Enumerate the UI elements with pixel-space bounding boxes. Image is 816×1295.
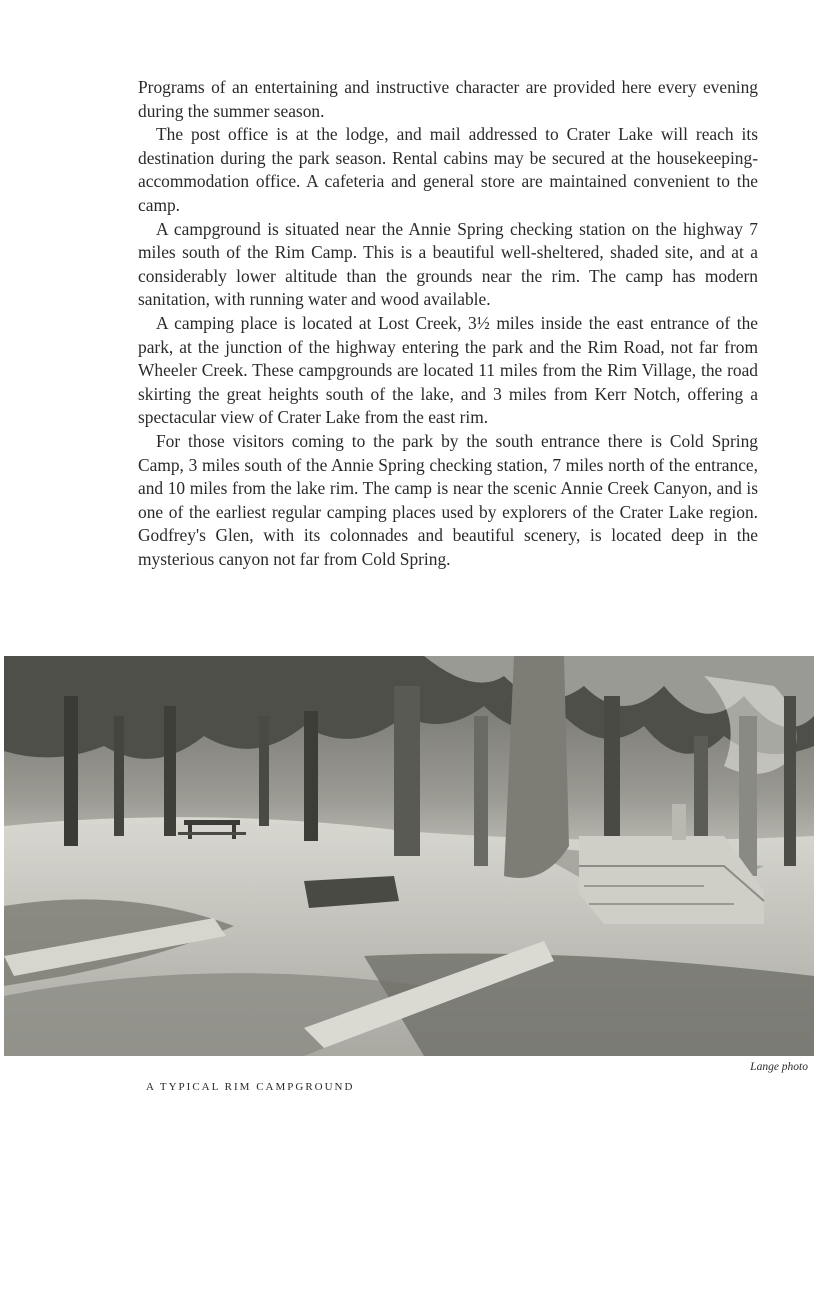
photo-caption: A TYPICAL RIM CAMPGROUND: [146, 1081, 355, 1093]
body-text: [138, 76, 758, 571]
paragraph-4: A camping place is located at Lost Creek, 3½ miles inside the east entrance of the park, at the junction of the highway entering the park and the Rim Road, not far from Wheeler Creek. These campgrounds are located 11 miles from the Rim Village, the road skirting the great heights south of the lake, and 3 miles from Kerr Notch, offering a spectacular view of Crater Lake from the east rim.: [138, 312, 758, 428]
campground-photo-illustration: [4, 656, 814, 1056]
campground-photo: [4, 656, 814, 1056]
paragraph-3: A campground is situated near the Annie Spring checking station on the highway 7 miles south of the Rim Camp. This is a beautiful well-sheltered, shaded site, and at a considerably lower altitude than the grounds near the rim. The camp has modern sanitation, with running water and wood available.: [138, 218, 758, 310]
photo-credit: Lange photo: [750, 1061, 808, 1073]
paragraph-1: Programs of an entertaining and instructive character are provided here every evening during the summer season.: [138, 77, 758, 121]
paragraph-2: The post office is at the lodge, and mail addressed to Crater Lake will reach its destination during the park season. Rental cabins may be secured at the housekeeping-accommodation office. A cafeteria and general store are maintained convenient to the camp.: [138, 124, 758, 215]
paragraph-5: For those visitors coming to the park by the south entrance there is Cold Spring Camp, 3 miles south of the Annie Spring checking station, 7 miles north of the entrance, and 10 miles from the lake rim. The camp is near the scenic Annie Creek Canyon, and is one of the earliest regular camping places used by explorers of the Crater Lake region. Godfrey's Glen, with its colonnades and beautiful scenery, is located deep in the mysterious canyon not far from Cold Spring.: [138, 430, 758, 569]
